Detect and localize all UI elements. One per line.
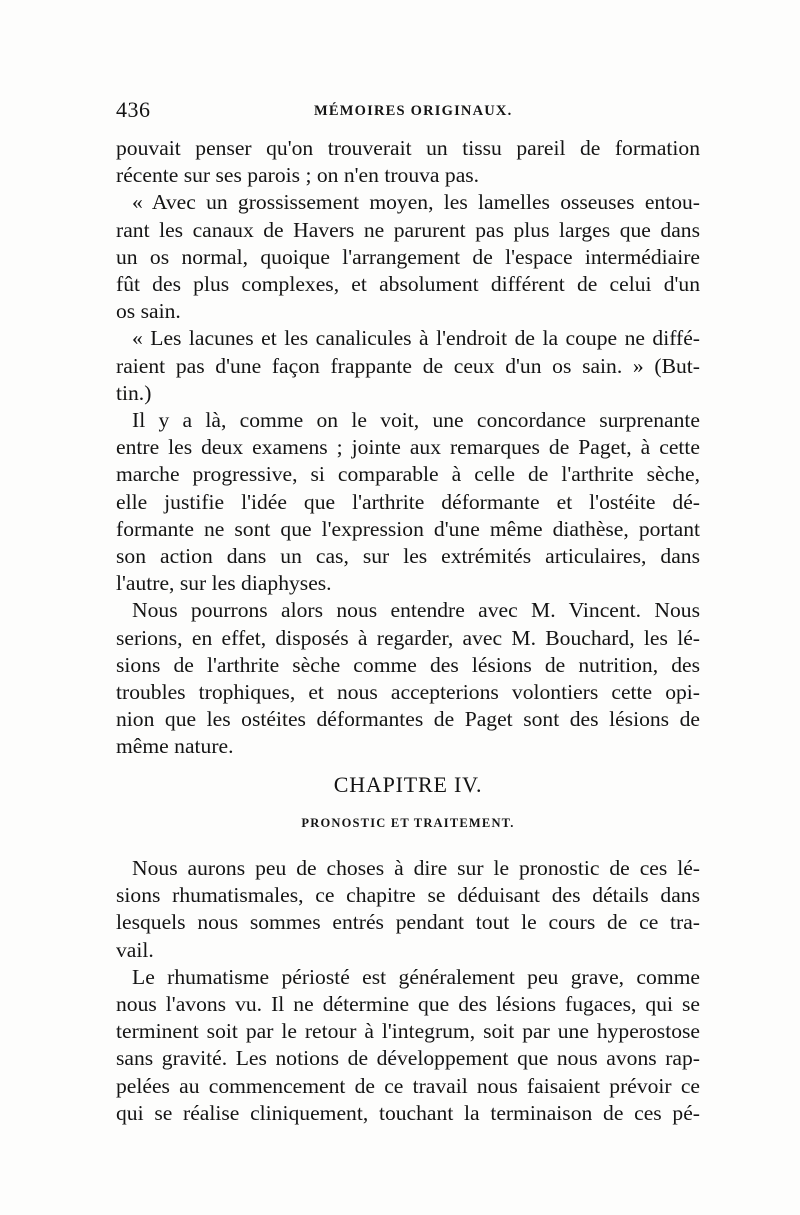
text-line: pouvait penser qu'on trouverait un tissu pareil de formation [116,136,700,160]
text-line: terminent soit par le retour à l'integrum, soit par une hyperostose [116,1019,700,1044]
text-line: formante ne sont que l'expression d'une même diathèse, portant [116,516,700,541]
text-line: même nature. [116,734,234,759]
text-line: vail. [116,937,154,962]
text-line: nous l'avons vu. Il ne détermine que des lésions fugaces, qui se [116,992,700,1017]
text-line: lesquels nous sommes entrés pendant tout le cours de ce tra- [116,910,700,935]
text-line: rant les canaux de Havers ne parurent pas plus larges que dans [116,217,700,242]
text-line: elle justifie l'idée que l'arthrite déformante et l'ostéite dé- [116,489,700,514]
text-line: Le rhumatisme périosté est généralement peu grave, comme [132,964,700,989]
text-line: Il y a là, comme on le voit, une concordance surprenante [132,408,700,433]
text-line: qui se réalise cliniquement, touchant la terminaison de ces pé- [116,1100,700,1125]
chapter-subtitle: PRONOSTIC ET TRAITEMENT. [301,816,515,830]
body-text-section-2 [116,855,700,1127]
text-line: os sain. [116,299,181,324]
text-line: « Avec un grossissement moyen, les lamelles osseuses entou- [132,190,700,215]
text-line: un os normal, quoique l'arrangement de l'espace intermédiaire [116,244,700,269]
text-line: serions, en effet, disposés à regarder, avec M. Bouchard, les lé- [116,625,700,650]
text-line: raient pas d'une façon frappante de ceux d'un os sain. » (But- [116,353,700,378]
text-line: Nous pourrons alors nous entendre avec M. Vincent. Nous [132,598,700,623]
text-line: troubles trophiques, et nous accepterions volontiers cette opi- [116,680,700,705]
page-number: 436 [116,97,151,122]
text-line: fût des plus complexes, et absolument différent de celui d'un [116,272,700,297]
text-line: son action dans un cas, sur les extrémités articulaires, dans [116,544,700,569]
chapter-title: CHAPITRE IV. [333,772,483,797]
text-line: pelées au commencement de ce travail nous faisaient prévoir ce [116,1073,700,1098]
text-line: récente sur ses parois ; on n'en trouva pas. [116,163,480,188]
text-line: nion que les ostéites déformantes de Paget sont des lésions de [116,707,700,732]
text-line: sans gravité. Les notions de développement que nous avons rap- [116,1046,700,1071]
text-line: Nous aurons peu de choses à dire sur le pronostic de ces lé- [132,856,700,880]
body-text-section-1 [116,135,700,761]
text-line: sions rhumatismales, ce chapitre se déduisant des détails dans [116,883,700,908]
running-title: MÉMOIRES ORIGINAUX. [314,103,513,119]
text-line: « Les lacunes et les canalicules à l'endroit de la coupe ne diffé- [132,326,700,351]
text-line: sions de l'arthrite sèche comme des lésions de nutrition, des [116,652,700,677]
text-line: tin.) [116,380,152,405]
running-head [116,97,706,127]
text-line: entre les deux examens ; jointe aux remarques de Paget, à cette [116,435,700,460]
text-line: marche progressive, si comparable à celle de l'arthrite sèche, [116,462,700,487]
text-line: l'autre, sur les diaphyses. [116,571,332,596]
